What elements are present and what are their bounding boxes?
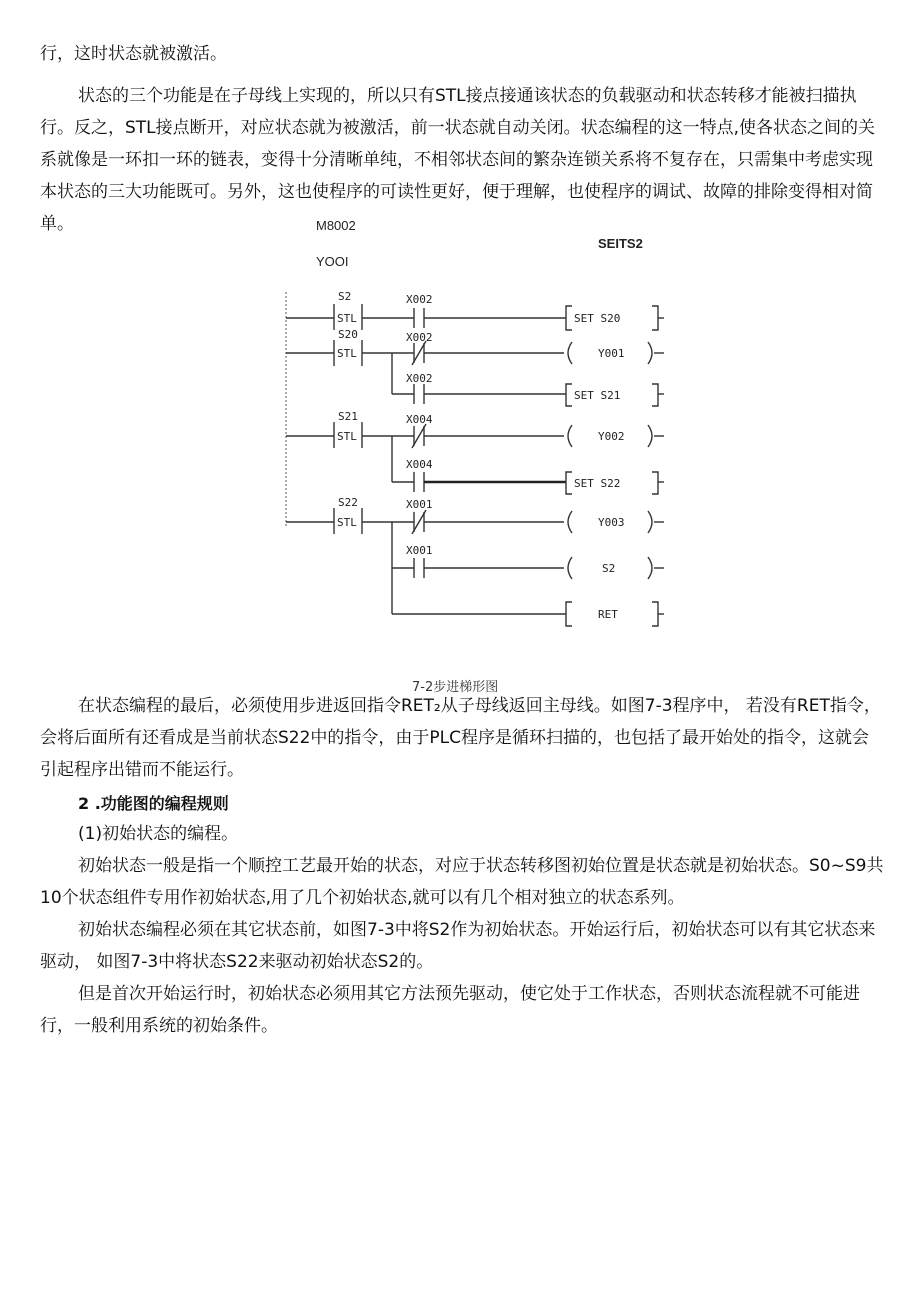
rung-7 (392, 544, 664, 579)
paragraph-1: 行，这时状态就被激活。 (40, 44, 227, 64)
coil-set-s20: SET S20 (574, 312, 621, 325)
coil-s2: S2 (602, 562, 616, 575)
contact-s21: S21 (338, 410, 358, 423)
coil-set-s22: SET S22 (574, 477, 621, 490)
rung-6 (286, 496, 664, 614)
coil-y003: Y003 (598, 516, 625, 529)
label-seits2: SEITS2 (598, 236, 643, 251)
stl-s22: STL (337, 516, 357, 529)
figure-caption: 7-2步进梯形图 (412, 680, 499, 695)
rung-1 (286, 290, 664, 330)
paragraph-3: 在状态编程的最后，必须使用步进返回指令RET₂从子母线返回主母线。如图7-3程序中， 若没有RET指令，会将后面所有还看成是当前状态S22中的指令，由于PLC程序是循环扫描的，也包括了最开始处的指令，这就会引起程序出错而不能运行。 (40, 696, 881, 780)
coil-y002: Y002 (598, 430, 625, 443)
contact-s2: S2 (338, 290, 352, 303)
paragraph-7: 但是首次开始运行时，初始状态必须用其它方法预先驱动，使它处于工作状态，否则状态流程就不可能进行，一般利用系统的初始条件。 (40, 984, 860, 1036)
rung-2 (286, 328, 664, 394)
label-yooi: YOOI (316, 254, 349, 269)
contact-x002-1: X002 (406, 293, 433, 306)
contact-x002-3: X002 (406, 372, 433, 385)
contact-s22: S22 (338, 496, 358, 509)
contact-x004-1: X004 (406, 413, 433, 426)
rung-8 (392, 602, 664, 626)
contact-x004-2: X004 (406, 458, 433, 471)
paragraph-6: 初始状态编程必须在其它状态前，如图7-3中将S2作为初始状态。开始运行后，初始状态可以有其它状态来驱动， 如图7-3中将状态S22来驱动初始状态S2的。 (40, 920, 876, 972)
paragraph-5: 初始状态一般是指一个顺控工艺最开始的状态，对应于状态转移图初始位置是状态就是初始状态。S0~S9共10个状态组件专用作初始状态,用了几个初始状态,就可以有几个相对独立的状态系列。 (40, 856, 884, 908)
stl-s21: STL (337, 430, 357, 443)
rung-5 (392, 458, 664, 494)
coil-y001: Y001 (598, 347, 625, 360)
paragraph-4: (1)初始状态的编程。 (78, 824, 239, 844)
contact-x001-2: X001 (406, 544, 433, 557)
contact-x001-1: X001 (406, 498, 433, 511)
paragraph-2: 状态的三个功能是在子母线上实现的，所以只有STL接点接通该状态的负载驱动和状态转移才能被扫描执行。反之，STL接点断开，对应状态就为被激活，前一状态就自动关闭。状态编程的这一特点,使各状态之间的关系就像是一环扣一环的链表，变得十分清晰单纯，不相邻状态间的繁杂连锁关系将不复存在，只需集中考虑实现本状态的三大功能既可。另外，这也使程序的可读性更好，便于理解，也使程序的调试、故障的排除变得相对简单。 (40, 86, 876, 234)
section-heading: 2 .功能图的编程规则 (78, 794, 229, 813)
coil-ret: RET (598, 608, 618, 621)
label-m8002: M8002 (316, 218, 356, 233)
stl-s20: STL (337, 347, 357, 360)
coil-set-s21: SET S21 (574, 389, 621, 402)
contact-s20: S20 (338, 328, 358, 341)
rung-3 (392, 372, 664, 406)
stl-s2: STL (337, 312, 357, 325)
contact-x002-2: X002 (406, 331, 433, 344)
ladder-diagram (282, 286, 674, 646)
rung-4 (286, 410, 664, 482)
